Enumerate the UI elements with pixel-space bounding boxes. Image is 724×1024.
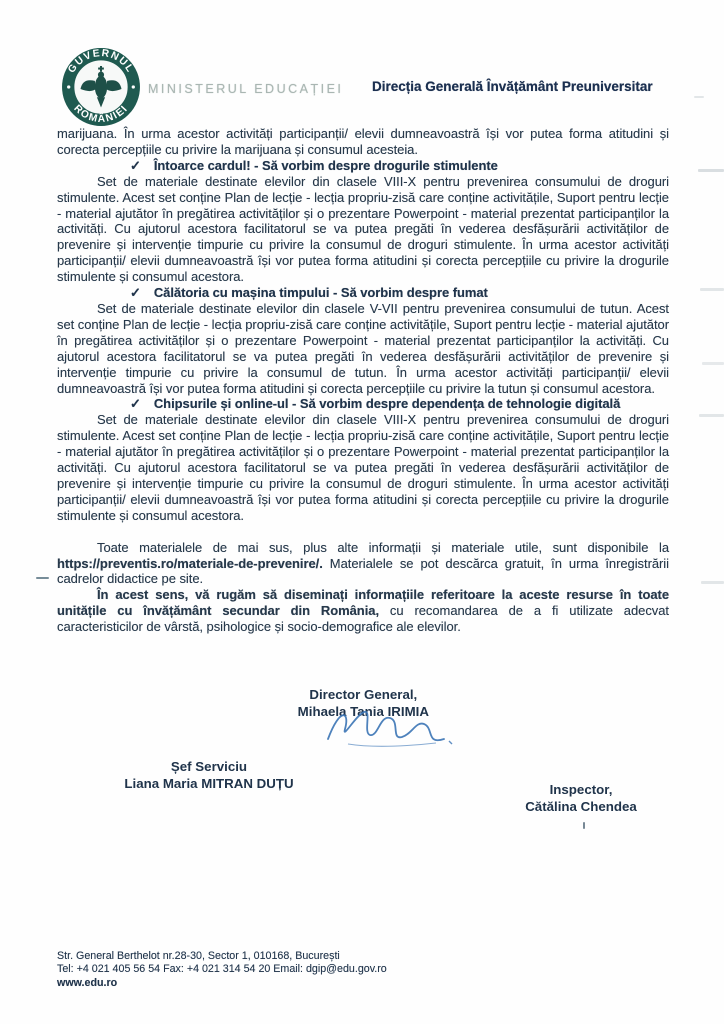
section-paragraph-stimulent-drugs: Set de materiale destinate elevilor din clasele VIII-X pentru prevenirea consumului de droguri stimulente. Acest set conține Plan de lecție - lecția propriu-zisă care conține activitățile, Suport pentru lecție - material ajutător în pregătirea activităților și o prezentare Powerpoint - material prezentat participanților la activități. Cu ajutorul acestora facilitatorul se va putea pregăti în vederea desfășurării activităților de prevenire și intervenție timpurie cu privire la consumul de droguri stimulente. În urma acestor activități participanții/ elevii dumneavoastră își vor putea forma atitudini și corecta percepțiile cu privire la drogurile stimulente și consumul acestora.: [57, 173, 669, 285]
government-seal-icon: [60, 46, 142, 128]
seal-bottom-text: ROMÂNIEI: [71, 103, 131, 125]
director-title: Director General,: [309, 687, 418, 702]
inspector-name: Cătălina Chendea: [525, 799, 637, 814]
ministry-name: MINISTERUL EDUCAȚIEI: [148, 82, 344, 96]
checkmark-bullet-icon: ✓: [130, 396, 141, 412]
section-heading-text: Întoarce cardul! - Să vorbim despre drogurile stimulente: [153, 157, 498, 173]
scan-artifact: [699, 414, 724, 417]
availability-paragraph: [57, 540, 669, 588]
section-paragraph-smoking: Set de materiale destinate elevilor din clasele V-VII pentru prevenirea consumului de tutun. Acest set conține Plan de lecție - lecția propriu-zisă care conține activitățile, Suport pentru lecție - material ajutător în pregătirea activităților și o prezentare Powerpoint - material prezentat participanților la activități. Cu ajutorul acestora facilitatorul se va putea pregăti în vederea desfășurării activităților de prevenire și intervenție timpurie cu privire la consumul de tutun. În urma acestor activități participanții/ elevii dumneavoastră își vor putea forma atitudini și corecta percepțiile cu privire la tutun și consumul acestora.: [57, 300, 670, 396]
scan-artifact: [36, 577, 49, 579]
scan-artifact: [700, 288, 724, 291]
section-heading-stimulent-drugs: [57, 158, 669, 174]
availability-text-before: Toate materialele de mai sus, plus alte informații și materiale utile, sunt disponibile la: [97, 539, 669, 555]
section-heading-text: Chipsurile și online-ul - Să vorbim despre dependența de tehnologie digitală: [153, 396, 621, 412]
chief-name: Liana Maria MITRAN DUȚU: [124, 776, 294, 791]
chief-title: Șef Serviciu: [170, 759, 248, 774]
checkmark-bullet-icon: ✓: [130, 157, 141, 173]
scan-artifact: [694, 96, 704, 98]
dissemination-request-paragraph: [57, 587, 669, 635]
director-signature-block: [298, 686, 429, 720]
request-normal-text: cu recomandarea de a fi utilizate adecvat caracteristicilor de vârstă, psihologice și socio-demografice ale elevilor.: [57, 603, 669, 635]
intro-continuation-paragraph: marijuana. În urma acestor activități participanții/ elevii dumneavoastră își vor putea forma atitudini și corecta percepțiile cu privire la marijuana și consumul acesteia.: [57, 126, 669, 157]
section-paragraph-digital-addiction: Set de materiale destinate elevilor din clasele VIII-X pentru prevenirea consumului de droguri stimulente. Acest set conține Plan de lecție - lecția propriu-zisă care conține activitățile, Suport pentru lecție - material ajutător în pregătirea activităților și o prezentare Powerpoint - material prezentat participanților la activități. Cu ajutorul acestora facilitatorul se va putea pregăti în vederea desfășurării activităților de prevenire și intervenție timpurie cu privire la consumul de droguri stimulente. În urma acestor activități participanții/ elevii dumneavoastră își vor putea forma atitudini și corecta percepțiile cu privire la drogurile stimulente și consumul acestora.: [57, 412, 669, 523]
letter-body: [57, 126, 669, 635]
department-title: Direcția Generală Învățământ Preuniversitar: [372, 79, 653, 94]
section-heading-digital-addiction: [57, 396, 669, 412]
scan-artifact: [583, 822, 585, 829]
request-bold-text: În acest sens, vă rugăm să diseminați informațiile referitoare la aceste resurse în toate unitățile cu învățământ secundar din România,: [57, 587, 669, 619]
materials-url: https://preventis.ro/materiale-de-prevenire/.: [57, 555, 323, 571]
inspector-title: Inspector,: [549, 782, 613, 797]
scan-artifact: [701, 581, 724, 584]
chief-signature-block: [66, 758, 352, 792]
footer-contacts: Tel: +4 021 405 56 54 Fax: +4 021 314 54 20 Email: dgip@edu.gov.ro: [57, 963, 387, 976]
director-name: Mihaela Tania IRIMIA: [297, 704, 429, 719]
section-heading-text: Călătoria cu mașina timpului - Să vorbim despre fumat: [153, 285, 488, 301]
scan-artifact: [702, 362, 724, 365]
inspector-signature-block: [468, 781, 694, 815]
footer-address: Str. General Berthelot nr.28-30, Sector 1, 010168, București: [57, 950, 340, 962]
availability-text-after: Materialele se pot descărca gratuit, în urma înregistrării cadrelor didactice pe site.: [57, 555, 669, 587]
checkmark-bullet-icon: ✓: [130, 285, 141, 301]
scan-artifact: [698, 169, 724, 172]
section-heading-smoking: [57, 285, 669, 301]
seal-top-text: GUVERNUL: [66, 48, 136, 76]
footer-website: www.edu.ro: [57, 976, 118, 989]
letterhead-footer: [57, 950, 387, 990]
